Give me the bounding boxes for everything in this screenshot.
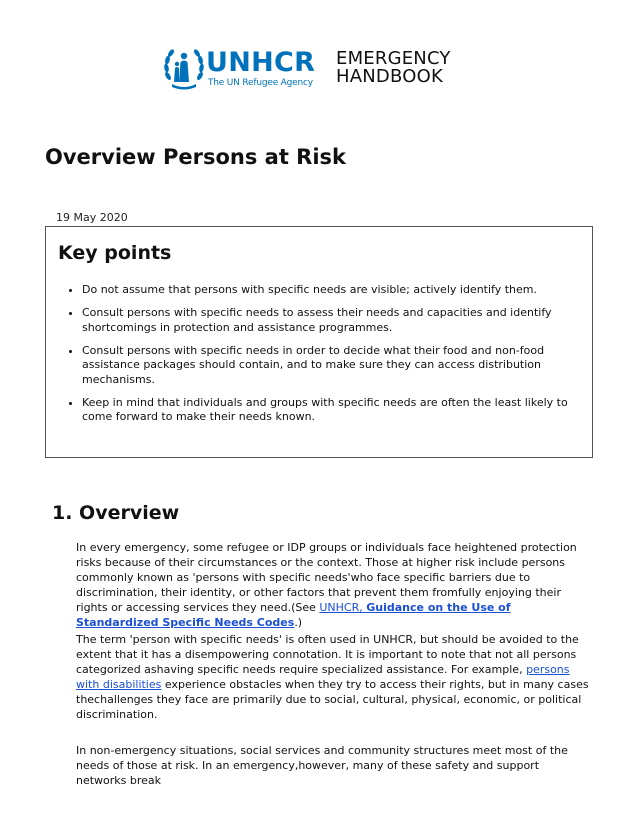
section-heading-overview: 1. Overview (52, 502, 180, 524)
overview-paragraph-1 (76, 540, 590, 630)
key-point-item: • Consult persons with specific needs to assess their needs and capacities and identify shortcomings in protection and assistance programmes. (82, 306, 570, 335)
paragraph-text-tail: experience obstacles when they try to access their rights, but in many cases thechallenges they face are primarily due to social, cultural, physical, economic, or political discrimination. (76, 678, 589, 721)
key-points-list (62, 283, 570, 433)
unhcr-logo[interactable] (162, 46, 316, 94)
page-title: Overview Persons at Risk (45, 145, 347, 169)
unhcr-link[interactable]: UNHCR, (319, 601, 367, 614)
unhcr-wordmark: UNHCR (206, 47, 316, 78)
handbook-line-1: EMERGENCY (336, 48, 451, 69)
paragraph-text-tail: .) (294, 616, 303, 629)
key-point-item: • Consult persons with specific needs in order to decide what their food and non-food assistance packages should contain, and to make sure they can access distribution mechanisms. (82, 344, 570, 388)
paragraph-text: In non-emergency situations, social services and community structures meet most of the needs of those at risk. In an emergency,however, many of these safety and support networks break (76, 744, 568, 787)
emergency-handbook-logo[interactable] (336, 50, 451, 86)
key-point-item: • Keep in mind that individuals and groups with specific needs are often the least likely to come forward to make their needs known. (82, 396, 570, 425)
overview-paragraph-3 (76, 743, 590, 788)
key-points-heading: Key points (58, 242, 172, 264)
specific-needs-codes-link[interactable]: Guidance on the Use of Standardized Specific Needs Codes (76, 601, 511, 629)
persons-with-disabilities-link[interactable]: persons with disabilities (76, 663, 570, 691)
paragraph-text: The term 'person with specific needs' is often used in UNHCR, but should be avoided to the extent that it has a disempowering connotation. It is important to note that not all persons categorized ashaving specific needs require specialized assistance. For example, (76, 633, 579, 676)
page-header (0, 46, 640, 96)
unhcr-tagline: The UN Refugee Agency (208, 78, 313, 88)
handbook-line-2: HANDBOOK (336, 66, 443, 87)
publish-date: 19 May 2020 (56, 211, 128, 224)
overview-paragraph-2 (76, 632, 590, 722)
key-points-box (45, 226, 593, 458)
key-point-item: • Do not assume that persons with specific needs are visible; actively identify them. (82, 283, 570, 298)
paragraph-text: In every emergency, some refugee or IDP groups or individuals face heightened protection risks because of their circumstances or the context. Those at higher risk include persons commonly known as 'persons with specific needs'who face specific barriers due to discrimination, their identity, or other factors that prevent them fromfully enjoying their rights or accessing services they need.(See (76, 541, 577, 614)
laurel-family-icon (162, 46, 206, 90)
